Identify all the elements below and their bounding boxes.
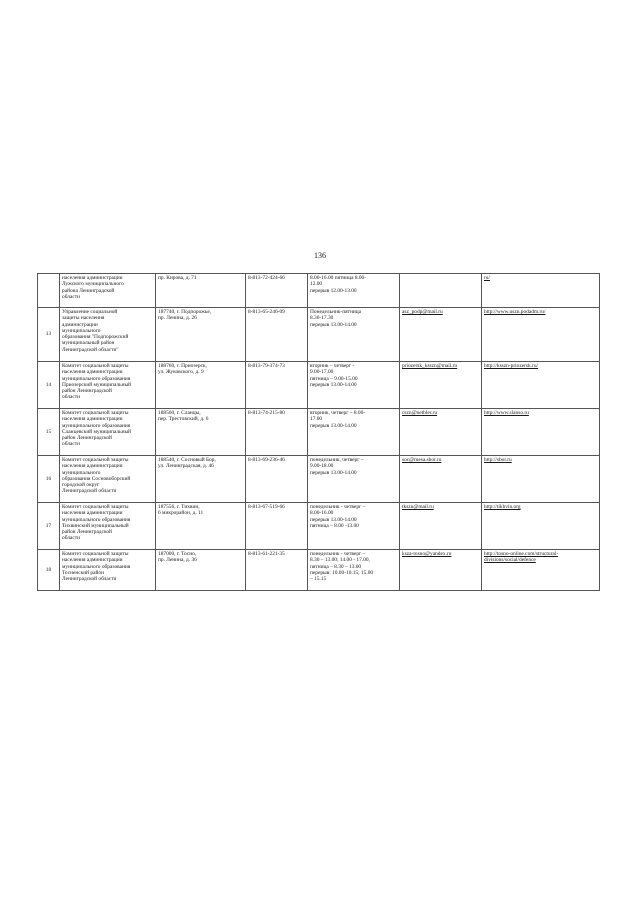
organization-name: населения администрации Лужского муниципального района Ленинградской области [60, 274, 156, 308]
website-link[interactable]: ru/ [484, 275, 490, 281]
website-link[interactable]: http://ksszn-priozersk.ru/ [484, 363, 539, 369]
phone: 8-813-79-374-73 [246, 362, 308, 409]
address: 187556, г. Тихвин, 6 микрорайон, д. 11 [156, 503, 246, 550]
website-cell [482, 456, 600, 503]
website-cell [482, 308, 600, 362]
row-number: 17 [38, 503, 60, 550]
website-link[interactable]: http://www.uszn.podadm.ru/ [484, 309, 546, 315]
email-link[interactable]: asz_podp@mail.ru [402, 309, 443, 315]
phone: 8-813-69-236-46 [246, 456, 308, 503]
working-hours: вторник – четверг - 9.00-17.00 пятница – 9.00-15.00 перерыв 13.00-14.00 [308, 362, 400, 409]
email-cell [400, 308, 482, 362]
working-hours: понедельник - четверг – 8.00-16.00 перерыв 13.00-14.00 пятница – 8.00 -13.00 [308, 503, 400, 550]
row-number: 16 [38, 456, 60, 503]
email-link[interactable]: tkszn@mail.ru [402, 504, 434, 510]
table-row [38, 550, 600, 591]
organization-name: Комитет социальной защиты населения администрации муниципального образования Тихвинский муниципальный район Ленинградской области [60, 503, 156, 550]
working-hours: вторник, четверг – 8.00- 17.00 перерыв 13.00-14.00 [308, 409, 400, 456]
address: 188560, г. Сланцы, пер. Трестовский, д. 6 [156, 409, 246, 456]
phone: 8-813-67-519-66 [246, 503, 308, 550]
row-number: 18 [38, 550, 60, 591]
email-link[interactable]: priozersk_ksszn@mail.ru [402, 363, 458, 369]
email-link[interactable]: cszn@netbler.ru [402, 410, 438, 416]
row-number: 13 [38, 308, 60, 362]
email-cell [400, 274, 482, 308]
email-cell [400, 409, 482, 456]
working-hours: Понедельник-пятница 8.30-17.30 перерыв 13.00-14.00 [308, 308, 400, 362]
website-cell [482, 550, 600, 591]
website-link[interactable]: http://www.slanso.ru [484, 410, 529, 416]
website-link[interactable]: http://sbor.ru [484, 457, 512, 463]
email-cell [400, 362, 482, 409]
page-number: 136 [314, 251, 326, 260]
website-cell [482, 274, 600, 308]
email-cell [400, 503, 482, 550]
website-cell [482, 409, 600, 456]
organization-name: Управление социальной защиты населения администрации муниципального образования "Подпорожский муниципальный район Ленинградской области" [60, 308, 156, 362]
address: 188540, г. Сосновый Бор, ул. Ленинградская, д. 46 [156, 456, 246, 503]
table-row [38, 503, 600, 550]
address: 188760, г. Приозерск, ул. Жуковского, д. 9 [156, 362, 246, 409]
organization-name: Комитет социальной защиты населения администрации муниципального образования Сланцевский муниципальный район Ленинградской области [60, 409, 156, 456]
table-row [38, 274, 600, 308]
phone: 8-813-61-221-35 [246, 550, 308, 591]
organization-name: Комитет социальной защиты населения администрации муниципального образования Приозерский муниципальный район Ленинградской области [60, 362, 156, 409]
website-cell [482, 362, 600, 409]
organization-name: Комитет социальной защиты населения администрации муниципального образования Сосновоборский городской округ Ленинградской области [60, 456, 156, 503]
table-row [38, 456, 600, 503]
address: пр. Кирова, д. 71 [156, 274, 246, 308]
row-number [38, 274, 60, 308]
row-number: 15 [38, 409, 60, 456]
social-protection-table [37, 273, 600, 591]
working-hours: 8.00-16.00 пятница 8.00- 12.00 перерыв 12.00-13.00 [308, 274, 400, 308]
table-row [38, 409, 600, 456]
organization-name: Комитет социальной защиты населения администрации муниципального образования Тосненский район Ленинградской области [60, 550, 156, 591]
address: 187740, г. Подпорожье, пр. Ленина, д. 26 [156, 308, 246, 362]
email-cell [400, 456, 482, 503]
phone: 8-813-74-215-80 [246, 409, 308, 456]
address: 187000, г. Тосно, пр. Ленина, д. 36 [156, 550, 246, 591]
phone: 8-813-72-424-66 [246, 274, 308, 308]
working-hours: понедельник, четверг – 9.00-18.00 перерыв 13.00-14.00 [308, 456, 400, 503]
working-hours: понедельник - четверг – 8.30 – 13.00; 14.00 - 17.00, пятница – 8.30 – 13.00 перерыв: 10.00-10.15; 15.00 – 15.15 [308, 550, 400, 591]
email-link[interactable]: ksza-tosno@yandex.ru [402, 551, 452, 557]
website-cell [482, 503, 600, 550]
row-number: 14 [38, 362, 60, 409]
table-row [38, 308, 600, 362]
website-link[interactable]: http://tikhvin.org [484, 504, 521, 510]
email-link[interactable]: soc@mesa.sbor.ru [402, 457, 442, 463]
website-link[interactable]: http://tosno-online.com/structural-divisions/social/defence [484, 551, 559, 564]
table-row [38, 362, 600, 409]
phone: 8-813-65-246-09 [246, 308, 308, 362]
email-cell [400, 550, 482, 591]
